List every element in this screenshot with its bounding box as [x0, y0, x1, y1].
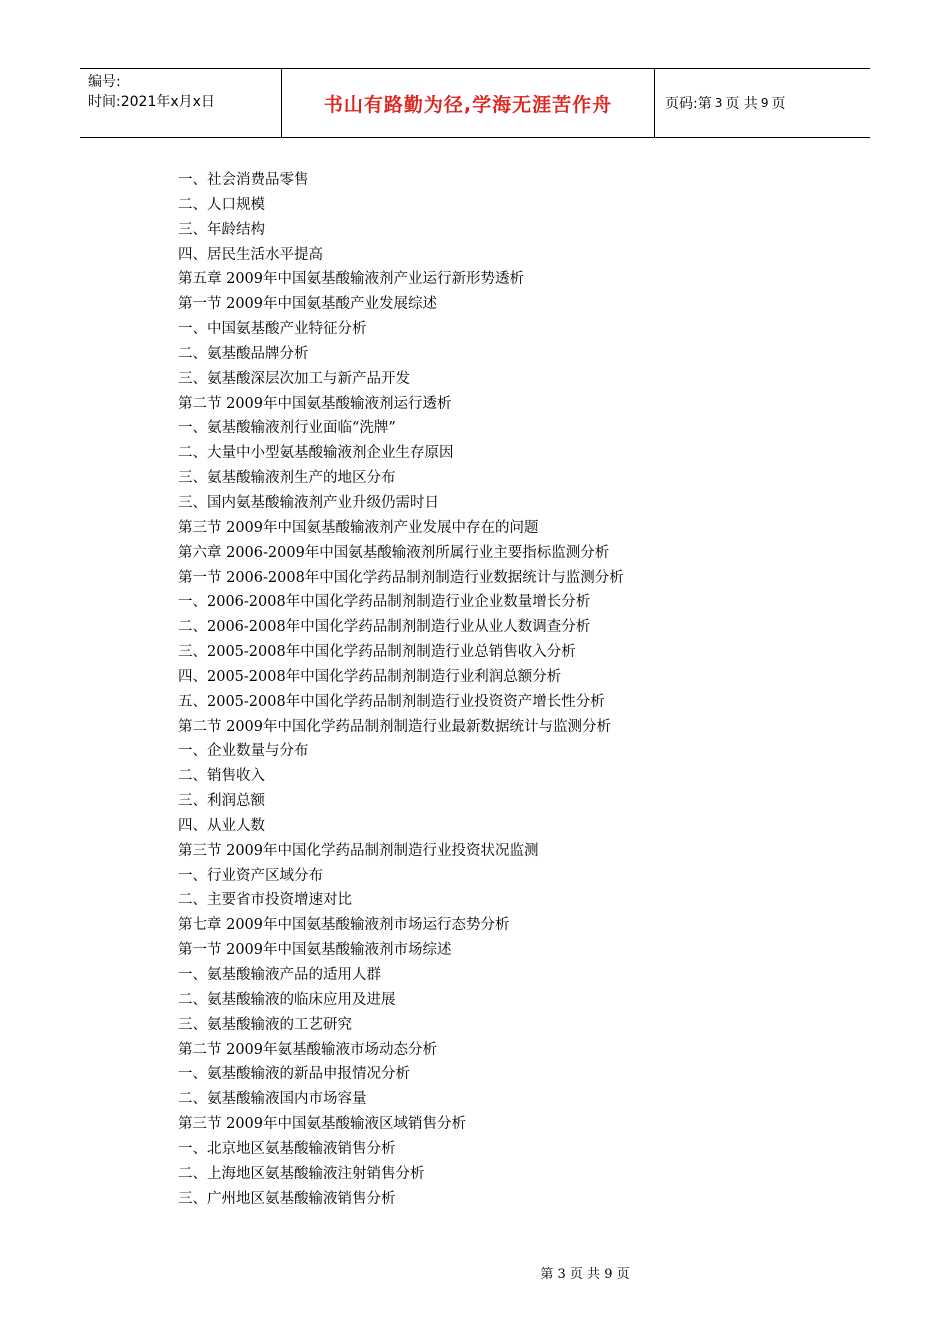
header-motto: 书山有路勤为径,学海无涯苦作舟 [282, 69, 655, 137]
page-suffix: 页 [771, 96, 786, 112]
page-total: 9 [760, 96, 769, 110]
toc-entry: 二、上海地区氨基酸输液注射销售分析 [178, 1165, 425, 1182]
header-meta [80, 69, 282, 137]
page-header [80, 68, 870, 138]
toc-entry: 第三节 2009年中国氨基酸输液剂产业发展中存在的问题 [178, 519, 539, 536]
document-number-label: 编号: [88, 74, 121, 90]
toc-entry: 第五章 2009年中国氨基酸输液剂产业运行新形势透析 [178, 271, 525, 288]
toc-entry: 二、2006-2008年中国化学药品制剂制造行业从业人数调查分析 [178, 619, 591, 636]
toc-entry: 一、北京地区氨基酸输液销售分析 [178, 1140, 396, 1157]
toc-entry: 三、氨基酸输液的工艺研究 [178, 1016, 352, 1033]
toc-entry: 三、氨基酸深层次加工与新产品开发 [178, 370, 410, 387]
toc-entry: 三、国内氨基酸输液剂产业升级仍需时日 [178, 494, 439, 511]
toc-entry: 一、氨基酸输液的新品申报情况分析 [178, 1066, 410, 1083]
toc-entry: 三、2005-2008年中国化学药品制剂制造行业总销售收入分析 [178, 644, 576, 661]
toc-entry: 一、行业资产区域分布 [178, 867, 323, 884]
footer-page-number: 第 3 页 共 9 页 [540, 1267, 630, 1282]
page-prefix: 页码:第 [665, 96, 712, 112]
toc-entry: 第三节 2009年中国氨基酸输液区域销售分析 [178, 1116, 467, 1133]
toc-entry: 一、氨基酸输液产品的适用人群 [178, 967, 381, 983]
toc-entry: 二、销售收入 [178, 768, 265, 785]
toc-entry: 第二节 2009年中国化学药品制剂制造行业最新数据统计与监测分析 [178, 718, 612, 735]
toc-entry: 第一节 2006-2008年中国化学药品制剂制造行业数据统计与监测分析 [178, 569, 624, 586]
toc-entry: 二、氨基酸输液国内市场容量 [178, 1091, 367, 1108]
document-time-label: 时间:2021年x月x日 [88, 94, 215, 110]
toc-entry: 四、2005-2008年中国化学药品制剂制造行业利润总额分析 [178, 668, 562, 685]
toc-entry: 一、企业数量与分布 [178, 743, 309, 760]
toc-entry: 一、氨基酸输液剂行业面临“洗牌” [178, 420, 396, 437]
table-of-contents [178, 168, 878, 1211]
toc-entry: 第七章 2009年中国氨基酸输液剂市场运行态势分析 [178, 917, 510, 934]
toc-entry: 四、居民生活水平提高 [178, 246, 323, 263]
toc-entry: 第六章 2006-2009年中国氨基酸输液剂所属行业主要指标监测分析 [178, 544, 610, 561]
page-footer [0, 1263, 950, 1282]
toc-entry: 三、利润总额 [178, 793, 265, 810]
toc-entry: 一、中国氨基酸产业特征分析 [178, 321, 367, 338]
toc-entry: 二、大量中小型氨基酸输液剂企业生存原因 [178, 445, 454, 462]
toc-entry: 三、年龄结构 [178, 221, 265, 238]
toc-entry: 第三节 2009年中国化学药品制剂制造行业投资状况监测 [178, 842, 539, 859]
page-middle: 页 共 [725, 96, 758, 112]
toc-entry: 二、氨基酸输液的临床应用及进展 [178, 991, 396, 1008]
header-page-info [655, 69, 870, 137]
toc-entry: 三、广州地区氨基酸输液销售分析 [178, 1190, 396, 1207]
toc-entry: 五、2005-2008年中国化学药品制剂制造行业投资资产增长性分析 [178, 693, 605, 710]
toc-entry: 二、氨基酸品牌分析 [178, 345, 309, 362]
toc-entry: 三、氨基酸输液剂生产的地区分布 [178, 470, 396, 487]
toc-entry: 第二节 2009年氨基酸输液市场动态分析 [178, 1041, 438, 1058]
toc-entry: 第一节 2009年中国氨基酸产业发展综述 [178, 296, 438, 313]
toc-entry: 二、人口规模 [178, 196, 265, 213]
toc-entry: 一、2006-2008年中国化学药品制剂制造行业企业数量增长分析 [178, 594, 591, 611]
toc-entry: 第二节 2009年中国氨基酸输液剂运行透析 [178, 395, 452, 412]
toc-entry: 二、主要省市投资增速对比 [178, 892, 352, 909]
page-current: 3 [714, 96, 723, 110]
toc-entry: 一、社会消费品零售 [178, 172, 309, 188]
toc-entry: 第一节 2009年中国氨基酸输液剂市场综述 [178, 942, 452, 959]
toc-entry: 四、从业人数 [178, 817, 265, 834]
